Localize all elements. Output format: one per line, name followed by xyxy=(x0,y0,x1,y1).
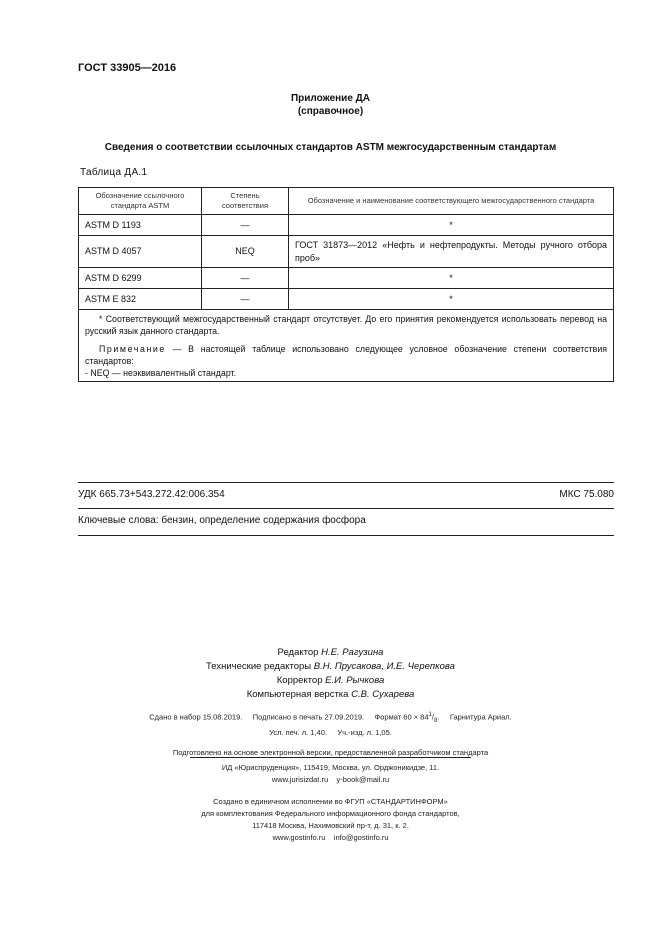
publisher-info xyxy=(0,762,661,786)
cell-astm: ASTM E 832 xyxy=(79,289,202,310)
print-line-1: Сдано в набор 15.08.2019. Подписано в печать 27.09.2019. Формат $60 \times 84^1/_8$. Гарнитура Ариал. xyxy=(149,712,512,724)
cell-degree: — xyxy=(202,289,289,310)
cell-degree: — xyxy=(202,215,289,236)
divider-middle xyxy=(78,508,614,509)
producer-contacts xyxy=(0,832,661,844)
divider-top xyxy=(78,482,614,483)
divider-publisher xyxy=(190,757,471,758)
credit-layout: Компьютерная верстка С.В. Сухарева xyxy=(246,689,415,700)
divider-bottom xyxy=(78,535,614,536)
header-interstate: Обозначение и наименование соответствующего межгосударственного стандарта xyxy=(289,188,614,215)
cell-astm: ASTM D 4057 xyxy=(79,236,202,268)
credit-corrector: Корректор Е.И. Рычкова xyxy=(276,675,385,686)
cell-astm: ASTM D 6299 xyxy=(79,268,202,289)
section-title: Сведения о соответствии ссылочных стандартов ASTM межгосударственным стандартам xyxy=(104,142,557,153)
udk-code: УДК 665.73+543.272.42:006.354 xyxy=(78,489,225,500)
table-row xyxy=(79,289,614,310)
publisher-address: ИД «Юриспруденция», 115419, Москва, ул. Орджоникидзе, 11. xyxy=(221,763,440,772)
appendix-heading xyxy=(0,92,661,118)
publisher-site-link[interactable]: www.jurisizdat.ru xyxy=(271,775,329,784)
producer-site-link[interactable]: www.gostinfo.ru xyxy=(272,833,326,842)
producer-info xyxy=(0,796,661,844)
note-label: Примечание xyxy=(99,344,166,354)
cell-interstate: * xyxy=(289,268,614,289)
cell-astm: ASTM D 1193 xyxy=(79,215,202,236)
mks-code: МКС 75.080 xyxy=(559,489,614,500)
table-footnote: * Соответствующий межгосударственный стандарт отсутствует. До его принятия рекомендуется использовать перевод на русский язык данного стандарта. xyxy=(85,314,607,336)
header-astm: Обозначение ссылочного стандарта ASTM xyxy=(79,188,202,215)
note-item: - NEQ — неэквивалентный стандарт. xyxy=(85,368,237,378)
credits xyxy=(0,646,661,702)
table-notes-row xyxy=(79,310,614,382)
publisher-contacts xyxy=(0,774,661,786)
credit-editor: Редактор Н.Е. Рагузина xyxy=(277,647,384,658)
print-line-2: Усл. печ. л. 1,40. Уч.-изд. л. 1,05. xyxy=(269,728,392,737)
credit-tech-editors: Технические редакторы В.Н. Прусакова, И.Е. Черепкова xyxy=(206,661,455,672)
correspondence-table xyxy=(78,187,614,382)
note-text: — В настоящей таблице использовано следующее условное обозначение степени соответствия стандартов: xyxy=(85,344,607,366)
cell-interstate: * xyxy=(289,289,614,310)
table-row xyxy=(79,268,614,289)
table-header-row xyxy=(79,188,614,215)
keywords: Ключевые слова: бензин, определение содержания фосфора xyxy=(78,515,366,526)
cell-degree: NEQ xyxy=(202,236,289,268)
header-degree: Степень соответствия xyxy=(202,188,289,215)
producer-email-link[interactable]: info@gostinfo.ru xyxy=(333,833,389,842)
cell-interstate: * xyxy=(289,215,614,236)
producer-line-2: для комплектования Федерального информационного фонда стандартов, xyxy=(201,809,460,818)
producer-line-1: Создано в единичном исполнении во ФГУП «СТАНДАРТИНФОРМ» xyxy=(213,797,448,806)
cell-interstate: ГОСТ 31873—2012 «Нефть и нефтепродукты. Методы ручного отбора проб» xyxy=(289,236,614,268)
appendix-title: Приложение ДА xyxy=(290,93,371,104)
cell-degree: — xyxy=(202,268,289,289)
producer-line-3: 117418 Москва, Нахимовский пр-т, д. 31, к. 2. xyxy=(252,821,409,830)
table-label: Таблица ДА.1 xyxy=(80,167,148,178)
table-row xyxy=(79,236,614,268)
appendix-subtitle: (справочное) xyxy=(297,106,364,117)
publisher-email-link[interactable]: y-book@mail.ru xyxy=(336,775,390,784)
document-code: ГОСТ 33905—2016 xyxy=(78,62,177,74)
table-note xyxy=(85,343,607,367)
prepared-note: Подготовлено на основе электронной версии, предоставленной разработчиком стандарта xyxy=(172,748,489,757)
print-info xyxy=(0,709,661,759)
table-row xyxy=(79,215,614,236)
table-notes xyxy=(79,310,614,382)
